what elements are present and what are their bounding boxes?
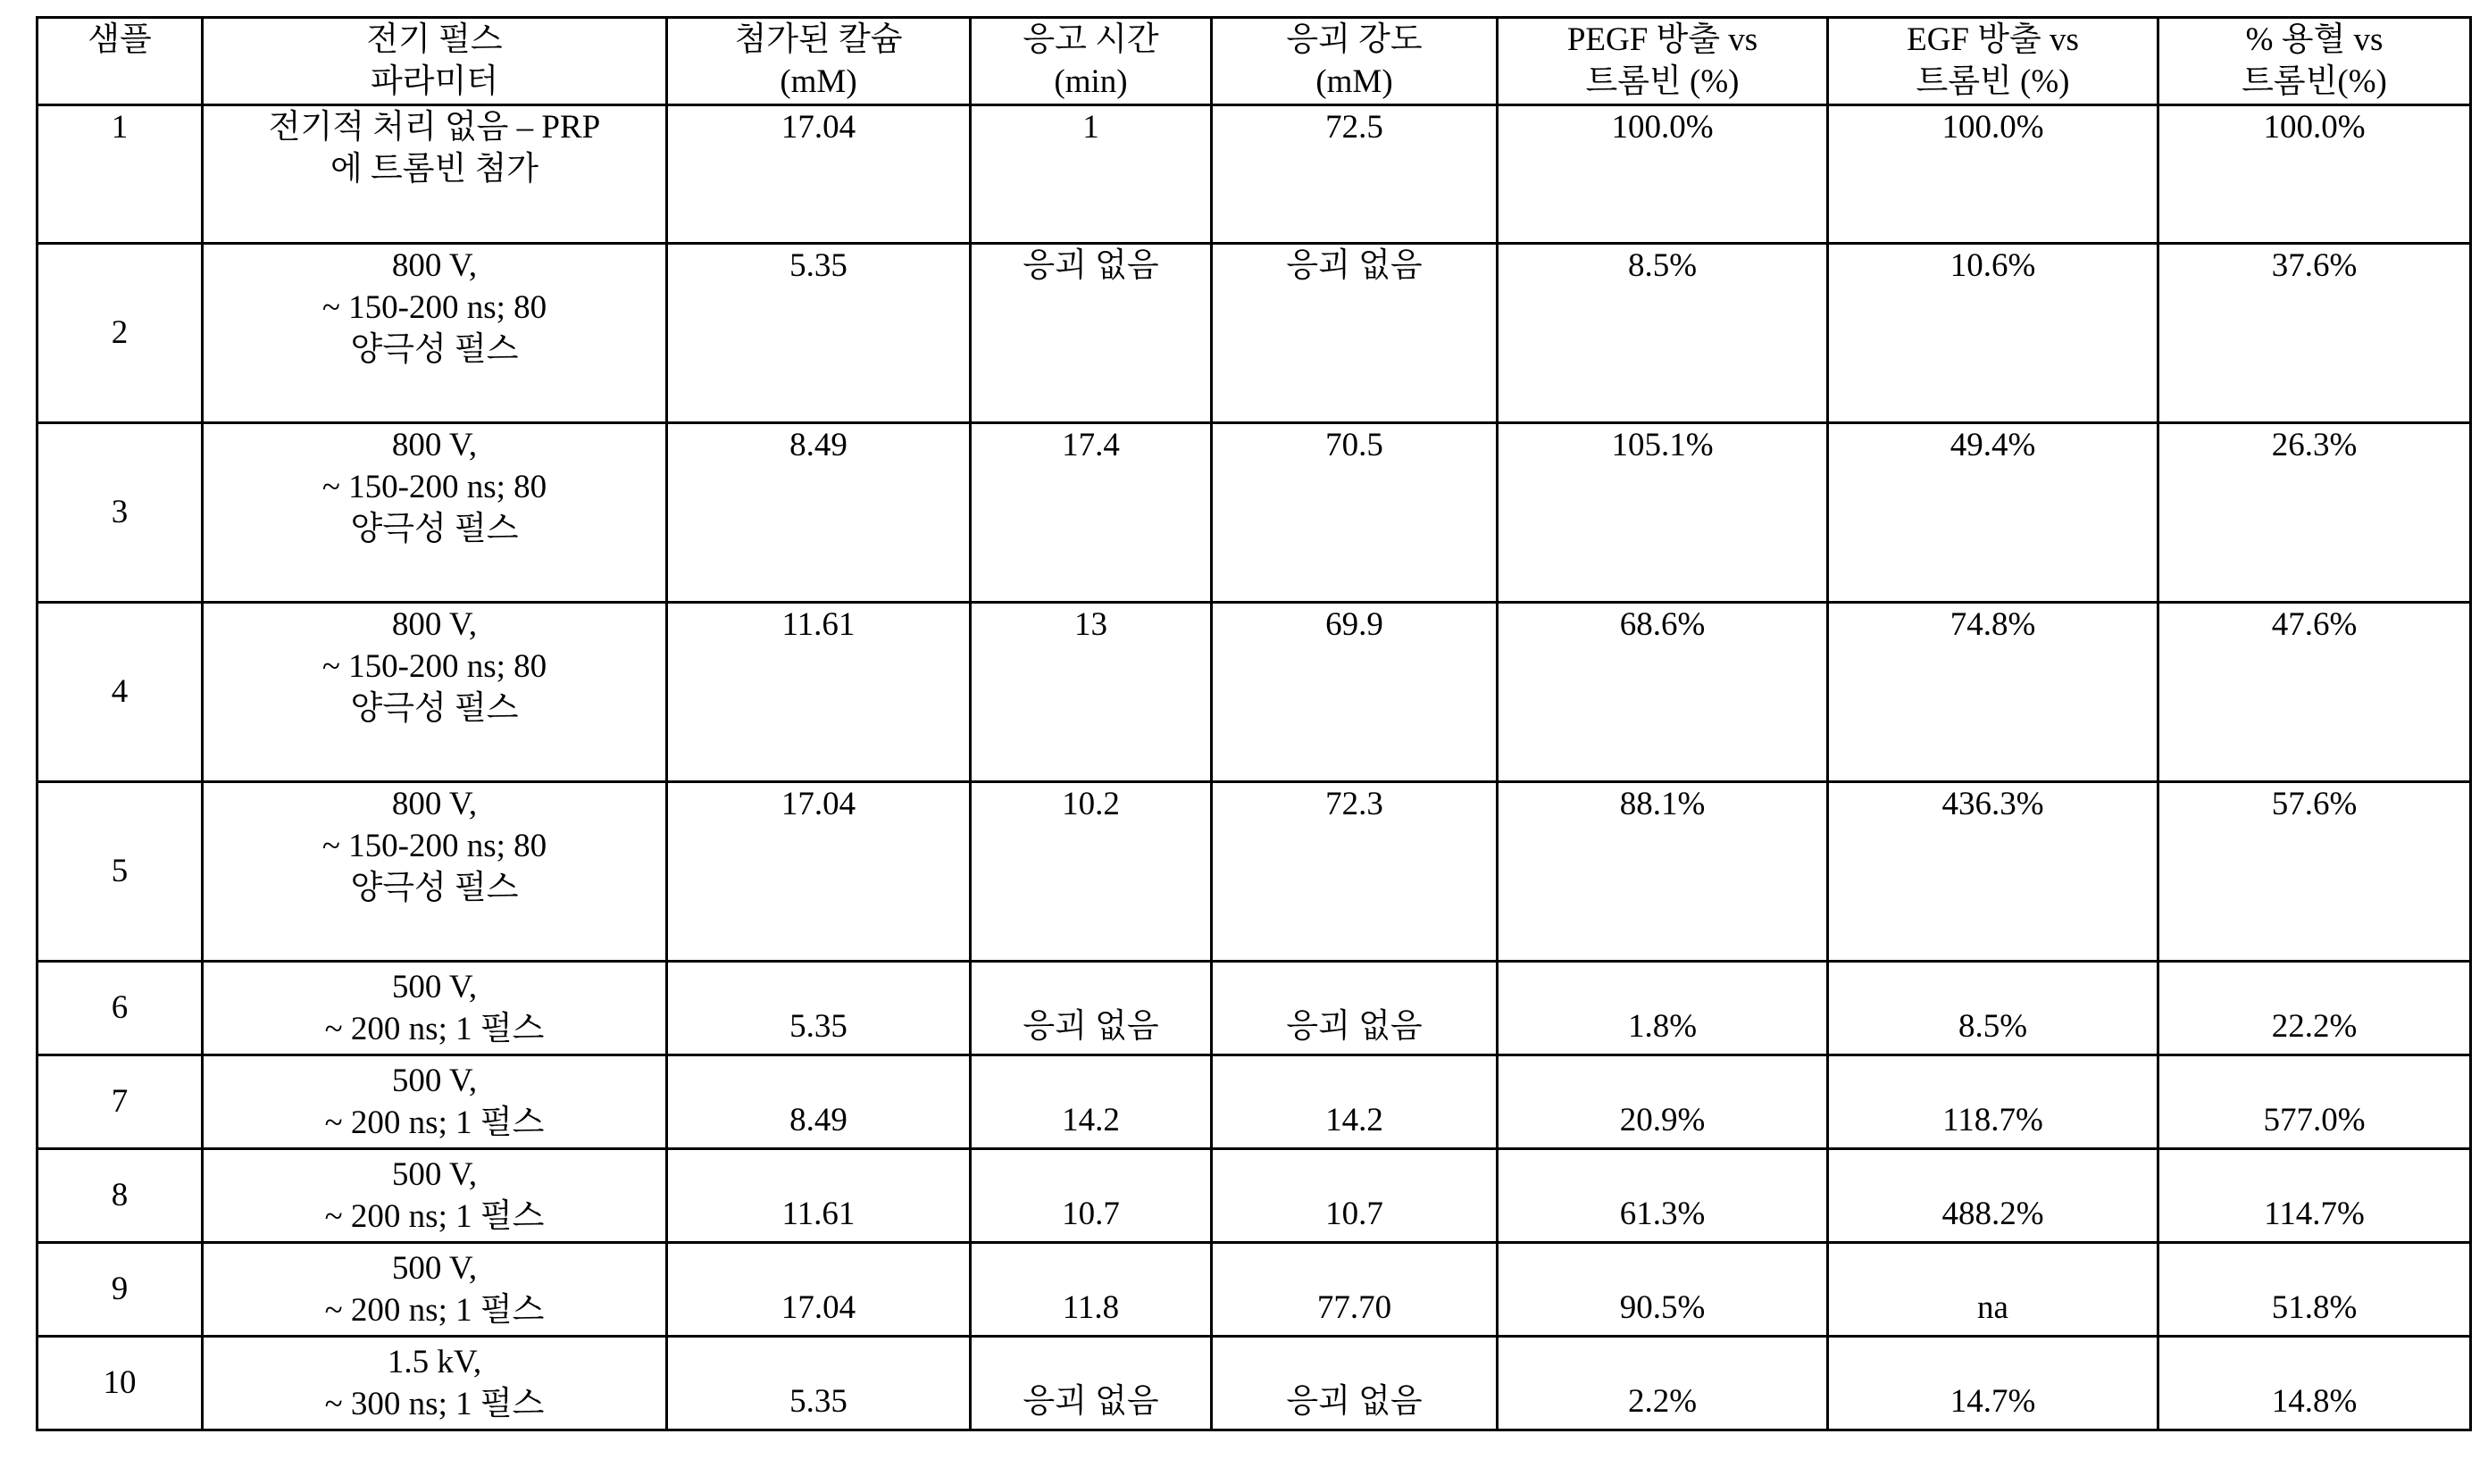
cell-clot-time: 1 (971, 104, 1212, 243)
cell-egf: 100.0% (1828, 104, 2158, 243)
cell-params (203, 781, 667, 961)
cell-egf: 49.4% (1828, 422, 2158, 602)
param-line: ~ 200 ns; 1 펄스 (324, 1011, 545, 1048)
param-line: ~ 300 ns; 1 펄스 (324, 1386, 545, 1423)
column-header-hemolysis (2158, 18, 2471, 105)
param-line: ~ 150-200 ns; 80 (321, 469, 547, 506)
column-header-line1: PEGF 방출 vs (1566, 21, 1758, 58)
param-line: 양극성 펄스 (350, 690, 519, 728)
column-header-line2: 파라미터 (371, 63, 498, 101)
cell-clot-strength: 14.2 (1212, 1055, 1498, 1148)
cell-pegf: 1.8% (1498, 961, 1828, 1055)
column-header-line1: 샘플 (88, 21, 152, 58)
cell-hemolysis: 22.2% (2158, 961, 2471, 1055)
results-table (36, 16, 2472, 1431)
cell-sample: 2 (38, 243, 203, 422)
cell-sample: 1 (38, 104, 203, 243)
table-row (38, 104, 2471, 243)
column-header-line1: 응고 시간 (1023, 21, 1159, 58)
cell-hemolysis: 114.7% (2158, 1148, 2471, 1242)
cell-hemolysis: 37.6% (2158, 243, 2471, 422)
table-header (38, 18, 2471, 105)
column-header-params (203, 18, 667, 105)
table-row (38, 1242, 2471, 1336)
cell-params (203, 1055, 667, 1148)
cell-params (203, 602, 667, 781)
cell-sample: 9 (38, 1242, 203, 1336)
cell-calcium: 17.04 (667, 1242, 971, 1336)
column-header-egf (1828, 18, 2158, 105)
cell-sample: 3 (38, 422, 203, 602)
cell-egf: na (1828, 1242, 2158, 1336)
cell-params (203, 1242, 667, 1336)
cell-sample: 7 (38, 1055, 203, 1148)
param-line: ~ 150-200 ns; 80 (321, 289, 547, 327)
cell-calcium: 8.49 (667, 1055, 971, 1148)
table-row (38, 1336, 2471, 1430)
param-line: ~ 200 ns; 1 펄스 (324, 1198, 545, 1236)
cell-clot-time: 11.8 (971, 1242, 1212, 1336)
cell-params (203, 961, 667, 1055)
param-line: ~ 150-200 ns; 80 (321, 828, 547, 865)
table-row (38, 1055, 2471, 1148)
cell-calcium: 11.61 (667, 1148, 971, 1242)
param-line: 800 V, (391, 605, 478, 643)
table-row (38, 243, 2471, 422)
cell-pegf: 20.9% (1498, 1055, 1828, 1148)
cell-params (203, 243, 667, 422)
cell-egf: 14.7% (1828, 1336, 2158, 1430)
column-header-line2: 트롬빈 (%) (1585, 63, 1740, 101)
column-header-line1: 전기 펄스 (366, 21, 503, 58)
cell-clot-time: 응괴 없음 (971, 243, 1212, 422)
cell-egf: 10.6% (1828, 243, 2158, 422)
cell-sample: 8 (38, 1148, 203, 1242)
cell-calcium: 17.04 (667, 781, 971, 961)
cell-pegf: 88.1% (1498, 781, 1828, 961)
column-header-clot-time (971, 18, 1212, 105)
cell-params (203, 422, 667, 602)
column-header-line2: 트롬빈 (%) (1916, 63, 2070, 101)
param-line: 전기적 처리 없음 – PRP (268, 108, 601, 146)
param-line: 500 V, (391, 1062, 478, 1099)
column-header-line1: EGF 방출 vs (1907, 21, 2079, 58)
param-line: 800 V, (391, 785, 478, 822)
column-header-calcium (667, 18, 971, 105)
cell-clot-time: 17.4 (971, 422, 1212, 602)
param-line: 1.5 kV, (387, 1343, 482, 1380)
param-line: 800 V, (391, 246, 478, 284)
cell-hemolysis: 26.3% (2158, 422, 2471, 602)
cell-egf: 8.5% (1828, 961, 2158, 1055)
cell-calcium: 11.61 (667, 602, 971, 781)
cell-hemolysis: 57.6% (2158, 781, 2471, 961)
column-header-line2: (min) (1054, 63, 1128, 101)
column-header-line1: % 용혈 vs (2245, 21, 2384, 58)
param-line: 양극성 펄스 (350, 870, 519, 907)
cell-sample: 4 (38, 602, 203, 781)
param-line: ~ 150-200 ns; 80 (321, 648, 547, 686)
column-header-line2: (mM) (1315, 63, 1393, 101)
cell-hemolysis: 14.8% (2158, 1336, 2471, 1430)
param-line: 양극성 펄스 (350, 331, 519, 369)
cell-sample: 10 (38, 1336, 203, 1430)
cell-params (203, 1148, 667, 1242)
cell-clot-strength: 72.3 (1212, 781, 1498, 961)
cell-calcium: 5.35 (667, 243, 971, 422)
table-row (38, 961, 2471, 1055)
column-header-pegf (1498, 18, 1828, 105)
param-line: 500 V, (391, 1249, 478, 1287)
cell-pegf: 90.5% (1498, 1242, 1828, 1336)
cell-hemolysis: 47.6% (2158, 602, 2471, 781)
param-line: 에 트롬빈 첨가 (330, 151, 539, 188)
cell-pegf: 8.5% (1498, 243, 1828, 422)
column-header-line1: 첨가된 칼슘 (734, 21, 903, 58)
cell-clot-time: 13 (971, 602, 1212, 781)
param-line: ~ 200 ns; 1 펄스 (324, 1105, 545, 1142)
cell-clot-time: 응괴 없음 (971, 961, 1212, 1055)
cell-clot-time: 14.2 (971, 1055, 1212, 1148)
cell-clot-time: 10.7 (971, 1148, 1212, 1242)
table-body (38, 104, 2471, 1430)
column-header-clot-strength (1212, 18, 1498, 105)
table-row (38, 602, 2471, 781)
param-line: 800 V, (391, 426, 478, 463)
cell-egf: 436.3% (1828, 781, 2158, 961)
cell-pegf: 68.6% (1498, 602, 1828, 781)
cell-hemolysis: 51.8% (2158, 1242, 2471, 1336)
column-header-line2: 트롬빈(%) (2242, 63, 2387, 101)
cell-clot-strength: 응괴 없음 (1212, 243, 1498, 422)
param-line: 양극성 펄스 (350, 511, 519, 548)
cell-clot-strength: 응괴 없음 (1212, 961, 1498, 1055)
cell-pegf: 2.2% (1498, 1336, 1828, 1430)
column-header-line2: (mM) (780, 63, 857, 101)
cell-sample: 5 (38, 781, 203, 961)
table-row (38, 422, 2471, 602)
table-row (38, 781, 2471, 961)
cell-calcium: 5.35 (667, 961, 971, 1055)
cell-sample: 6 (38, 961, 203, 1055)
column-header-line1: 응괴 강도 (1286, 21, 1423, 58)
cell-params (203, 1336, 667, 1430)
cell-clot-time: 10.2 (971, 781, 1212, 961)
cell-clot-strength: 응괴 없음 (1212, 1336, 1498, 1430)
cell-clot-strength: 72.5 (1212, 104, 1498, 243)
cell-egf: 74.8% (1828, 602, 2158, 781)
param-line: 500 V, (391, 1155, 478, 1193)
cell-clot-strength: 10.7 (1212, 1148, 1498, 1242)
cell-egf: 118.7% (1828, 1055, 2158, 1148)
cell-clot-strength: 69.9 (1212, 602, 1498, 781)
cell-params (203, 104, 667, 243)
param-line: 500 V, (391, 968, 478, 1005)
cell-calcium: 5.35 (667, 1336, 971, 1430)
cell-calcium: 17.04 (667, 104, 971, 243)
cell-clot-time: 응괴 없음 (971, 1336, 1212, 1430)
column-header-sample (38, 18, 203, 105)
cell-clot-strength: 77.70 (1212, 1242, 1498, 1336)
cell-egf: 488.2% (1828, 1148, 2158, 1242)
cell-pegf: 105.1% (1498, 422, 1828, 602)
cell-calcium: 8.49 (667, 422, 971, 602)
cell-hemolysis: 100.0% (2158, 104, 2471, 243)
table-header-row (38, 18, 2471, 105)
cell-hemolysis: 577.0% (2158, 1055, 2471, 1148)
cell-clot-strength: 70.5 (1212, 422, 1498, 602)
cell-pegf: 100.0% (1498, 104, 1828, 243)
param-line: ~ 200 ns; 1 펄스 (324, 1292, 545, 1330)
cell-pegf: 61.3% (1498, 1148, 1828, 1242)
table-row (38, 1148, 2471, 1242)
